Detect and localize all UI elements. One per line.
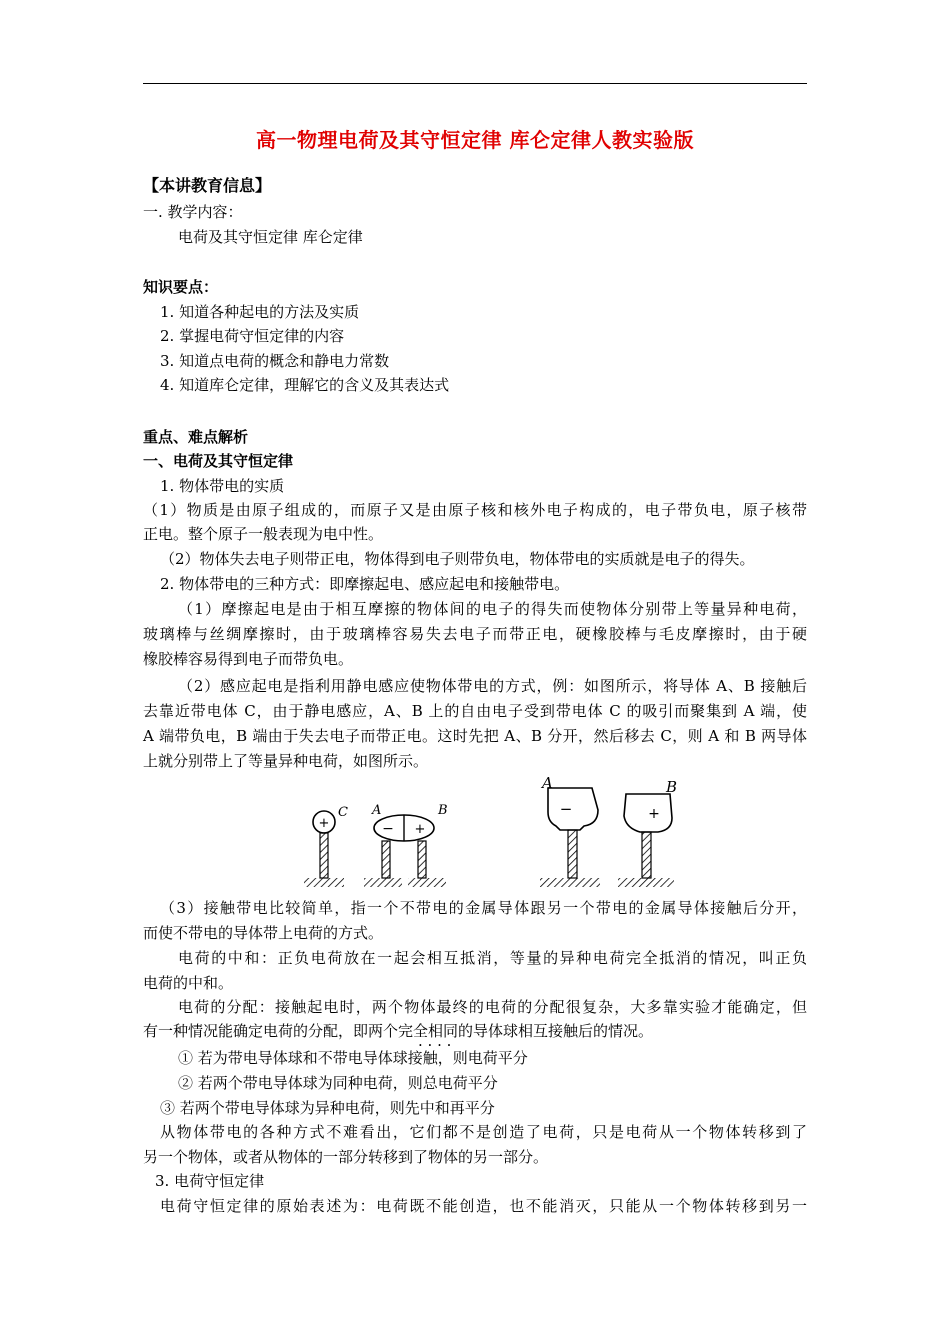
minus-sign: −	[382, 821, 394, 837]
teaching-content: 电荷及其守恒定律 库仑定律	[178, 228, 363, 246]
emphasis-dots: · · · ·	[418, 1036, 452, 1054]
paragraph-line: （1）物质是由原子组成的，而原子又是由原子核和核外电子构成的，电子带负电，原子核带	[143, 501, 807, 519]
paragraph-line: 另一个物体，或者从物体的一部分转移到了物体的另一部分。	[143, 1148, 549, 1166]
paragraph-line: 玻璃棒与丝绸摩擦时，由于玻璃棒容易失去电子而带正电，硬橡胶棒与毛皮摩擦时，由于硬	[143, 625, 807, 643]
section-info-heading: 【本讲教育信息】	[143, 176, 272, 195]
paragraph-line: 正电。整个原子一般表现为电中性。	[143, 525, 384, 543]
paragraph-line: 去靠近带电体 C，由于静电感应，A、B 上的自由电子受到带电体 C 的吸引而聚集到 A 端，使	[143, 702, 807, 720]
paragraph-line: 上就分别带上了等量异种电荷，如图所示。	[143, 752, 429, 770]
key-points-heading: 重点、难点解析	[143, 428, 249, 446]
plus-sign: +	[648, 806, 660, 822]
knowledge-point: 3. 知道点电荷的概念和静电力常数	[160, 352, 390, 370]
plus-sign: +	[318, 816, 330, 831]
label-b: B	[438, 803, 448, 818]
knowledge-point: 4. 知道库仑定律，理解它的含义及其表达式	[160, 376, 450, 394]
paragraph-line: （2）物体失去电子则带正电，物体得到电子则带负电，物体带电的实质就是电子的得失。	[160, 550, 755, 568]
conductor-a-separated	[540, 776, 600, 887]
paragraph-line: （1）摩擦起电是由于相互摩擦的物体间的电子的得失而使物体分别带上等量异种电荷，	[178, 600, 807, 618]
subheading-conservation: 3. 电荷守恒定律	[155, 1172, 265, 1190]
subheading-methods: 2. 物体带电的三种方式：即摩擦起电、感应起电和接触带电。	[160, 575, 570, 593]
paragraph-line: 有一种情况能确定电荷的分配，即两个完全相同的导体球相互接触后的情况。	[143, 1022, 654, 1040]
case-item: ② 若两个带电导体球为同种电荷，则总电荷平分	[178, 1074, 498, 1092]
label-a-separated: A	[542, 776, 553, 792]
paragraph-line: 电荷的分配：接触起电时，两个物体最终的电荷的分配很复杂，大多靠实验才能确定，但	[178, 998, 807, 1016]
knowledge-point: 1. 知道各种起电的方法及实质	[160, 303, 360, 321]
plus-sign: +	[414, 822, 426, 837]
label-c: C	[338, 805, 348, 820]
header-rule	[143, 83, 807, 84]
induction-figure	[290, 776, 710, 892]
paragraph-line: 电荷的中和：正负电荷放在一起会相互抵消，等量的异种电荷完全抵消的情况，叫正负	[178, 949, 807, 967]
paragraph-line: （2）感应起电是指利用静电感应使物体带电的方式，例：如图所示，将导体 A、B 接触后	[178, 677, 807, 695]
label-a: A	[372, 803, 382, 818]
paragraph-line: 电荷守恒定律的原始表述为：电荷既不能创造，也不能消灭，只能从一个物体转移到另一	[160, 1197, 807, 1215]
paragraph-line: （3）接触带电比较简单，指一个不带电的金属导体跟另一个带电的金属导体接触后分开，	[160, 899, 807, 917]
conductor-b-separated	[618, 778, 677, 887]
paragraph-line: A 端带负电，B 端由于失去电子而带正电。这时先把 A、B 分开，然后移去 C，则 A 和 B 两导体	[143, 727, 807, 745]
teaching-label: 一. 教学内容：	[143, 203, 243, 221]
knowledge-heading: 知识要点：	[143, 278, 219, 296]
page-title: 高一物理电荷及其守恒定律 库仑定律人教实验版	[256, 128, 694, 152]
conductors-ab-touching	[364, 803, 448, 887]
case-item: ① 若为带电导体球和不带电导体球接触，则电荷平分	[178, 1049, 528, 1067]
minus-sign: −	[559, 800, 573, 818]
conductor-c	[304, 805, 348, 887]
paragraph-line: 从物体带电的各种方式不难看出，它们都不是创造了电荷，只是电荷从一个物体转移到了	[160, 1123, 807, 1141]
case-item: ③ 若两个带电导体球为异种电荷，则先中和再平分	[160, 1099, 495, 1117]
knowledge-point: 2. 掌握电荷守恒定律的内容	[160, 327, 345, 345]
subheading-essence: 1. 物体带电的实质	[160, 477, 285, 495]
label-b-separated: B	[666, 778, 678, 796]
part1-heading: 一、电荷及其守恒定律	[143, 452, 294, 470]
paragraph-line: 橡胶棒容易得到电子而带负电。	[143, 650, 354, 668]
paragraph-line: 而使不带电的导体带上电荷的方式。	[143, 924, 384, 942]
paragraph-line: 电荷的中和。	[143, 974, 234, 992]
